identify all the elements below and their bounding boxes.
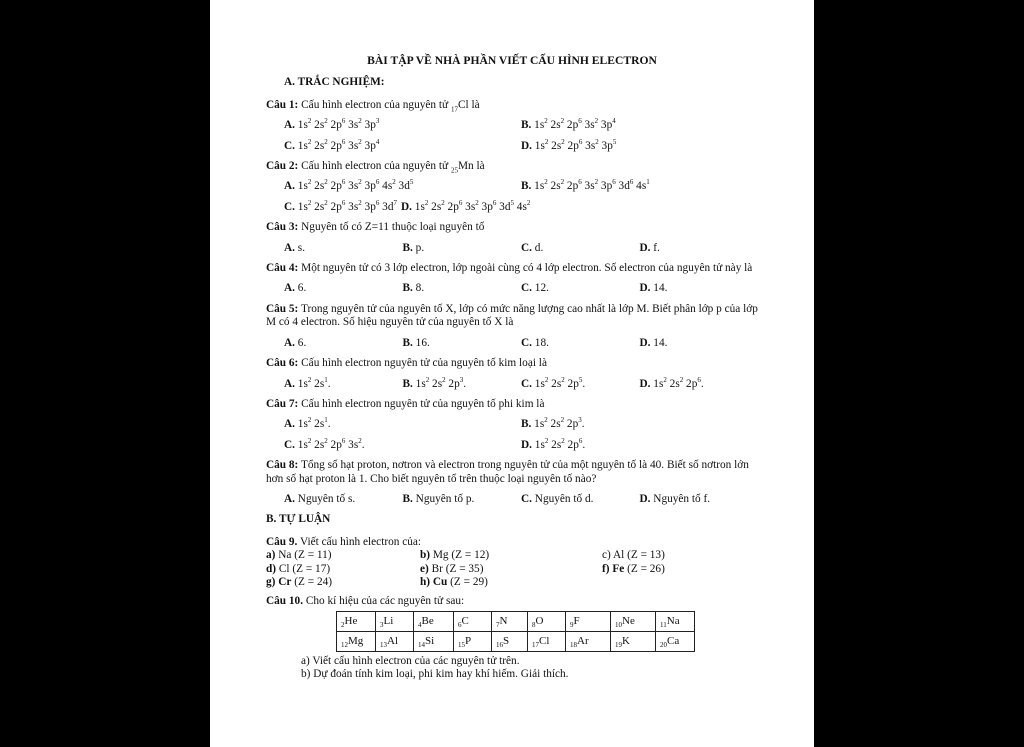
question-label: Câu 1: <box>266 98 299 111</box>
element-item <box>266 549 420 562</box>
table-cell: $_{19}$K <box>611 631 656 651</box>
element-list <box>266 549 758 589</box>
option-label: B. <box>402 336 413 349</box>
option-label: C. <box>521 377 532 390</box>
option-text: $1s^2$ $2s^2$ $2p^6$ $3s^2$ $3p^4$ <box>531 117 616 132</box>
option-label: C. <box>521 336 532 349</box>
options-row <box>266 375 758 391</box>
table-cell: $_{18}$Ar <box>566 631 611 651</box>
answer-option <box>521 375 640 391</box>
item-label: g) <box>266 575 279 588</box>
option-text: f. <box>650 241 660 254</box>
answer-option <box>521 436 758 452</box>
option-text: d. <box>531 241 544 254</box>
element-item <box>420 549 602 562</box>
table-row <box>337 631 695 651</box>
option-label: A. <box>284 241 295 254</box>
question-9 <box>266 536 758 590</box>
option-label: B. <box>402 492 413 505</box>
question-stem <box>266 99 758 112</box>
answer-option <box>284 337 403 350</box>
option-text: 14. <box>650 336 668 349</box>
table-cell: $_9$F <box>566 611 611 631</box>
option-label: C. <box>284 200 295 213</box>
element-item <box>602 563 758 576</box>
item-label: a) <box>266 549 279 562</box>
item-text: Na (Z = 11) <box>278 549 332 562</box>
item-text: Cl (Z = 17) <box>278 562 331 575</box>
options-row <box>266 282 758 295</box>
option-label: D. <box>400 200 412 213</box>
item-label: c) <box>602 549 613 562</box>
item-label: b) <box>420 549 433 562</box>
option-label: A. <box>284 119 295 132</box>
element-item <box>266 576 420 589</box>
answer-option <box>284 375 403 391</box>
question-text: Cấu hình electron của nguyên tử $_{25}$Mn là <box>298 160 485 175</box>
question-text: Cấu hình electron nguyên tử của nguyên tố kim loại là <box>298 357 547 370</box>
question-stem <box>266 303 758 330</box>
option-label: B. <box>521 418 532 431</box>
option-text: s. <box>294 241 306 254</box>
option-text: Nguyên tố d. <box>531 492 594 505</box>
question-text: Một nguyên tử có 3 lớp electron, lớp ngoài cùng có 4 lớp electron. Số electron của nguyên tử này là <box>298 262 753 275</box>
options-row <box>266 119 758 132</box>
answer-option <box>639 375 759 391</box>
option-label: D. <box>639 377 651 390</box>
table-cell: $_{10}$Ne <box>611 611 656 631</box>
option-label: C. <box>521 282 532 295</box>
table-cell: $_{11}$Na <box>656 611 695 631</box>
item-text: Al (Z = 13) <box>612 549 665 562</box>
answer-option <box>521 337 640 350</box>
table-cell: $_{17}$Cl <box>528 631 566 651</box>
question-text: Nguyên tố có Z=11 thuộc loại nguyên tố <box>298 221 485 234</box>
answer-option <box>284 418 521 431</box>
option-text: 8. <box>412 282 425 295</box>
option-label: A. <box>284 180 295 193</box>
answer-option <box>403 337 522 350</box>
option-label: D. <box>639 492 651 505</box>
option-text: $1s^2$ $2s^2$ $2p^6$ $3s^2$ $3p^6$ $3d^5$ $4s^2$ <box>411 199 531 213</box>
option-label: A. <box>284 282 295 295</box>
element-symbol-table <box>336 611 695 652</box>
question-text: Tổng số hạt proton, nơtron và electron trong nguyên tử của một nguyên tố là 40. Biết số nơtron lớn hơn số hạt proton là 1. Cho biết nguyên tố trên thuộc loại nguyên tố nào? <box>266 459 749 485</box>
question-label: Câu 10. <box>266 595 304 608</box>
table-cell: $_6$C <box>454 611 492 631</box>
question-label: Câu 6: <box>266 357 299 370</box>
option-label: C. <box>521 241 532 254</box>
table-cell: $_8$O <box>528 611 566 631</box>
item-text: Cr (Z = 24) <box>278 575 333 588</box>
answer-option <box>403 282 522 295</box>
question-text: Viết cấu hình electron của: <box>297 535 422 548</box>
table-cell: $_{13}$Al <box>376 631 414 651</box>
options-row <box>266 337 758 350</box>
option-text: $1s^2$ $2s^2$ $2p^3$. <box>412 375 467 390</box>
question-stem <box>266 221 758 234</box>
table-cell: $_7$N <box>492 611 528 631</box>
answer-option <box>521 242 640 255</box>
answer-option <box>284 137 521 153</box>
item-label: e) <box>420 562 432 575</box>
table-row <box>337 611 695 631</box>
item-text: Cu (Z = 29) <box>432 575 488 588</box>
document-title: BÀI TẬP VỀ NHÀ PHẦN VIẾT CẤU HÌNH ELECTRON <box>367 54 657 67</box>
multiple-choice-questions <box>266 99 758 507</box>
question-label: Câu 5: <box>266 302 299 315</box>
option-label: C. <box>521 492 532 505</box>
question-10 <box>266 595 758 681</box>
element-item <box>420 563 602 576</box>
element-item <box>266 563 420 576</box>
option-text: $1s^2$ $2s^2$ $2p^6$ $3s^2$ $3p^6$ $3d^6$ $4s^1$ <box>531 178 650 193</box>
options-row <box>266 418 758 431</box>
answer-option <box>284 436 521 452</box>
question-stem <box>266 459 758 486</box>
answer-option <box>402 375 522 391</box>
option-label: B. <box>402 241 413 254</box>
answer-option <box>284 201 397 214</box>
sub-question: a) Viết cấu hình electron của các nguyên tử trên. <box>301 654 520 667</box>
question-label: Câu 4: <box>266 262 299 275</box>
option-label: A. <box>284 492 295 505</box>
item-label: h) <box>420 575 433 588</box>
option-text: $1s^2$ $2s^2$ $2p^6$ $3s^2$. <box>294 436 365 451</box>
item-label: f) <box>602 562 613 575</box>
answer-option <box>403 242 522 255</box>
option-text: p. <box>412 241 425 254</box>
option-label: B. <box>402 377 413 390</box>
answer-option <box>284 180 521 193</box>
question-label: Câu 8: <box>266 459 299 472</box>
section-b-heading: B. TỰ LUẬN <box>266 513 331 526</box>
answer-option <box>521 180 758 193</box>
answer-option <box>521 418 758 431</box>
option-text: $1s^2$ $2s^2$ $2p^3$. <box>531 416 585 431</box>
option-text: 12. <box>531 282 549 295</box>
question-stem <box>266 398 758 411</box>
option-text: 14. <box>650 282 668 295</box>
option-label: D. <box>521 139 532 152</box>
option-label: B. <box>521 119 532 132</box>
table-cell: $_4$Be <box>414 611 454 631</box>
option-label: C. <box>284 139 295 152</box>
question-label: Câu 2: <box>266 160 299 173</box>
option-label: A. <box>284 418 295 431</box>
option-text: $1s^2$ $2s^2$ $2p^6$ $3s^2$ $3p^5$ <box>531 137 617 152</box>
option-text: Nguyên tố s. <box>294 492 356 505</box>
option-text: 18. <box>531 336 549 349</box>
item-text: Br (Z = 35) <box>431 562 484 575</box>
element-item <box>420 576 602 589</box>
answer-option <box>284 242 403 255</box>
option-label: A. <box>284 336 295 349</box>
option-text: $1s^2$ $2s^1$. <box>294 416 331 431</box>
item-text: Mg (Z = 12) <box>432 549 490 562</box>
question-stem <box>266 595 758 608</box>
option-text: $1s^2$ $2s^2$ $2p^5$. <box>531 375 586 390</box>
sub-question: b) Dự đoán tính kim loại, phi kim hay khí hiếm. Giải thích. <box>301 668 569 681</box>
section-a-heading: A. TRẮC NGHIỆM: <box>284 76 385 89</box>
table-cell: $_{12}$Mg <box>337 631 376 651</box>
answer-option <box>521 119 758 132</box>
options-row <box>266 242 758 255</box>
option-text: $1s^2$ $2s^2$ $2p^6$ $3s^2$ $3p^6$ $3d^7$ <box>294 199 397 213</box>
question-text: Cho kí hiệu của các nguyên tử sau: <box>303 595 465 608</box>
option-label: C. <box>284 438 295 451</box>
answer-option <box>403 493 522 506</box>
answer-option <box>521 137 758 153</box>
option-text: $1s^2$ $2s^2$ $2p^6$ $3s^2$ $3p^6$ $4s^2$ $3d^5$ <box>294 178 414 193</box>
table-cell: $_{16}$S <box>492 631 528 651</box>
question-label: Câu 7: <box>266 397 299 410</box>
table-cell: $_{14}$Si <box>414 631 454 651</box>
question-stem <box>266 357 758 370</box>
question-text: Cấu hình electron của nguyên tử $_{17}$Cl là <box>298 98 480 114</box>
question-stem <box>266 262 758 275</box>
answer-option <box>284 493 403 506</box>
option-label: D. <box>639 282 651 295</box>
table-cell: $_2$He <box>337 611 376 631</box>
question-text: Cấu hình electron nguyên tử của nguyên tố phi kim là <box>298 397 545 410</box>
option-text: $1s^2$ $2s^2$ $2p^6$. <box>650 375 704 390</box>
option-text: $1s^2$ $2s^2$ $2p^6$ $3s^2$ $3p^4$ <box>294 137 380 152</box>
question-stem <box>266 160 758 173</box>
question-label: Câu 9. <box>266 535 298 548</box>
options-row <box>266 201 758 214</box>
option-label: D. <box>639 241 651 254</box>
answer-option <box>640 337 759 350</box>
option-text: $1s^2$ $2s^2$ $2p^6$ $3s^2$ $3p^3$ <box>294 117 380 132</box>
answer-option <box>284 119 521 132</box>
option-label: A. <box>284 377 295 390</box>
option-label: D. <box>521 438 532 451</box>
answer-option <box>640 493 759 506</box>
answer-option <box>521 282 640 295</box>
document-page <box>210 0 814 747</box>
answer-option <box>640 242 759 255</box>
options-row <box>266 137 758 153</box>
table-cell: $_3$Li <box>376 611 414 631</box>
option-text: 16. <box>412 336 430 349</box>
item-text: Fe (Z = 26) <box>612 562 665 575</box>
question-stem <box>266 536 758 549</box>
answer-option <box>401 201 530 214</box>
option-label: B. <box>402 282 413 295</box>
document-content <box>266 54 758 682</box>
element-item <box>602 549 758 562</box>
answer-option <box>640 282 759 295</box>
option-text: 6. <box>294 282 307 295</box>
answer-option <box>284 282 403 295</box>
table-cell: $_{15}$P <box>454 631 492 651</box>
option-text: $1s^2$ $2s^2$ $2p^6$. <box>531 436 586 451</box>
options-row <box>266 436 758 452</box>
options-row <box>266 493 758 506</box>
option-label: B. <box>521 180 532 193</box>
question-text: Trong nguyên tử của nguyên tố X, lớp có mức năng lượng cao nhất là lớp M. Biết phân lớp p của lớp M có 4 electron. Số hiệu nguyên tử của nguyên tố X là <box>266 302 758 329</box>
option-label: D. <box>639 336 651 349</box>
option-text: Nguyên tố p. <box>412 492 475 505</box>
table-cell: $_{20}$Ca <box>656 631 695 651</box>
option-text: $1s^2$ $2s^1$. <box>294 375 331 390</box>
answer-option <box>521 493 640 506</box>
question-label: Câu 3: <box>266 221 299 234</box>
option-text: Nguyên tố f. <box>650 492 711 505</box>
options-row <box>266 180 758 193</box>
item-label: d) <box>266 562 279 575</box>
option-text: 6. <box>294 336 307 349</box>
